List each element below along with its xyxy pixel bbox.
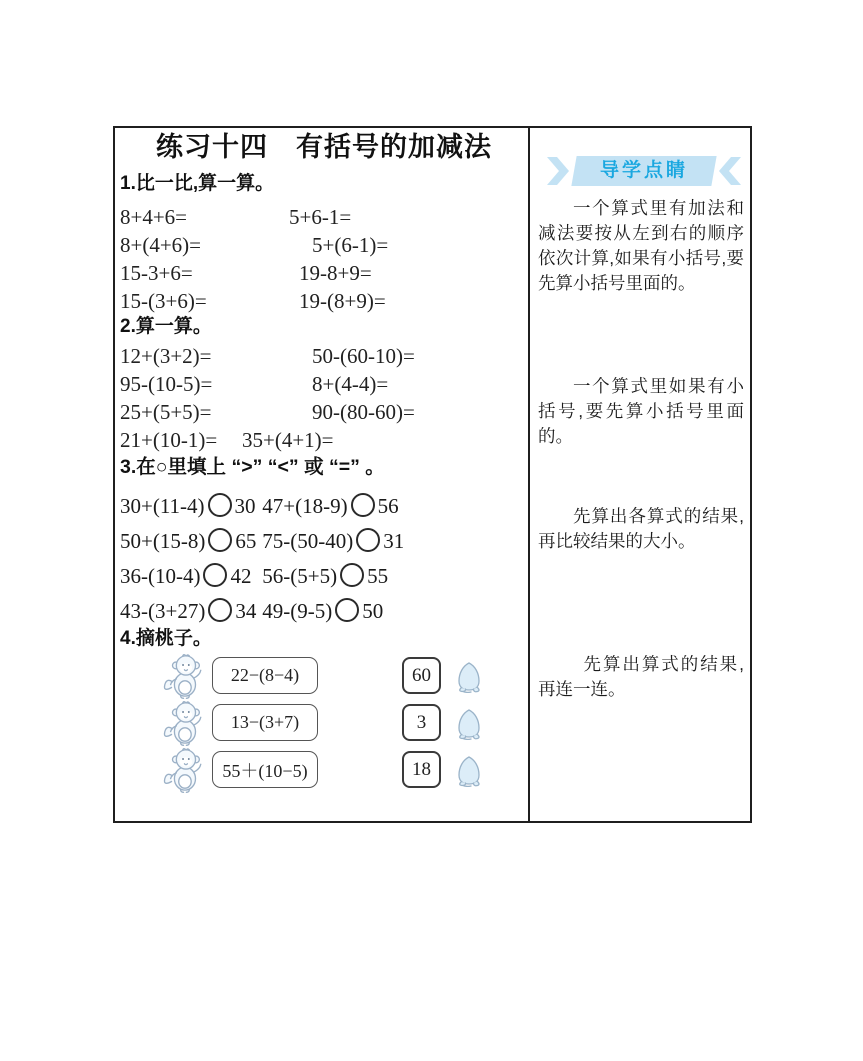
equation-row	[120, 259, 528, 287]
comparison-item	[262, 559, 388, 594]
guidance-paragraph: 一个算式里如果有小括号,要先算小括号里面的。	[538, 376, 744, 446]
worksheet-frame	[113, 126, 752, 823]
matching-row	[120, 652, 528, 699]
monkey-icon	[158, 700, 210, 746]
guidance-paragraph: 一个算式里有加法和减法要按从左到右的顺序依次计算,如果有小括号,要先算小括号里面的。	[538, 198, 744, 293]
expression-box: 55＋(10−5)	[212, 751, 318, 788]
guidance-paragraph: 先算出算式的结果,再连一连。	[538, 654, 744, 699]
equation-row	[120, 287, 528, 315]
banner-ribbon	[571, 156, 716, 186]
guidance-banner	[545, 156, 743, 186]
equation-row	[120, 426, 528, 454]
monkey-icon	[158, 653, 210, 699]
equation: 43-(3+27)	[120, 599, 206, 623]
answer-box: 3	[402, 704, 441, 741]
comparison-row	[120, 594, 528, 629]
answer-box: 18	[402, 751, 441, 788]
comparison-circle	[208, 528, 232, 552]
guidance-paragraph: 先算出各算式的结果,再比较结果的大小。	[538, 506, 744, 551]
comparison-circle	[203, 563, 227, 587]
number: 42	[230, 564, 252, 588]
expression-box: 13−(3+7)	[212, 704, 318, 741]
equation: 5+(6-1)=	[312, 233, 389, 257]
peach-icon	[454, 753, 484, 787]
number: 56	[377, 494, 399, 518]
equation: 50-(60-10)=	[312, 344, 415, 368]
comparison-circle	[335, 598, 359, 622]
equation: 36-(10-4)	[120, 564, 201, 588]
equation-row	[120, 203, 528, 231]
answer-box: 60	[402, 657, 441, 694]
equation: 15-3+6=	[120, 261, 193, 285]
number: 34	[235, 599, 257, 623]
peach-icon	[454, 659, 484, 693]
section2-label: 2.算一算。	[120, 316, 212, 337]
equation: 25+(5+5)=	[120, 400, 212, 424]
peach-icon	[454, 706, 484, 740]
comparison-item	[120, 594, 257, 629]
equation-row	[120, 370, 528, 398]
comparison-circle	[351, 493, 375, 517]
equation: 8+4+6=	[120, 205, 188, 229]
equation: 49-(9-5)	[262, 599, 333, 623]
number: 31	[383, 529, 405, 553]
equation-row	[120, 231, 528, 259]
comparison-item	[262, 489, 398, 524]
equation: 75-(50-40)	[262, 529, 354, 553]
number: 55	[367, 564, 389, 588]
equation: 21+(10-1)=	[120, 428, 218, 452]
equation: 19-8+9=	[299, 261, 372, 285]
equation: 5+6-1=	[289, 205, 352, 229]
section3-label: 3.在○里填上 “>” “<” 或 “=” 。	[120, 456, 385, 478]
section1-label: 1.比一比,算一算。	[120, 173, 275, 194]
comparison-circle	[356, 528, 380, 552]
equation: 15-(3+6)=	[120, 289, 207, 313]
comparison-circle	[208, 598, 232, 622]
exercise-column	[115, 128, 530, 821]
comparison-circle	[340, 563, 364, 587]
equation: 30+(11-4)	[120, 494, 205, 518]
expression-box: 22−(8−4)	[212, 657, 318, 694]
comparison-row	[120, 559, 528, 594]
section4-label: 4.摘桃子。	[120, 628, 212, 649]
equation-row	[120, 398, 528, 426]
matching-row	[120, 746, 528, 793]
comparison-row	[120, 524, 528, 559]
comparison-circle	[208, 493, 232, 517]
equation: 90-(80-60)=	[312, 400, 415, 424]
number: 50	[362, 599, 384, 623]
monkey-icon	[158, 747, 210, 793]
equation: 95-(10-5)=	[120, 372, 213, 396]
equation: 12+(3+2)=	[120, 344, 212, 368]
comparison-item	[120, 489, 257, 524]
comparison-item	[120, 524, 257, 559]
number: 30	[234, 494, 256, 518]
chevron-right-icon	[545, 156, 569, 186]
equation: 47+(18-9)	[262, 494, 348, 518]
guidance-column	[530, 128, 750, 821]
comparison-row	[120, 489, 528, 524]
equation-row	[120, 342, 528, 370]
comparison-item	[262, 594, 383, 629]
equation: 50+(15-8)	[120, 529, 206, 553]
comparison-item	[120, 559, 257, 594]
page-title: 练习十四 有括号的加减法	[156, 132, 492, 162]
banner-title: 导学点睛	[599, 160, 688, 181]
chevron-left-icon	[719, 156, 743, 186]
equation: 8+(4-4)=	[312, 372, 389, 396]
equation: 19-(8+9)=	[299, 289, 386, 313]
equation: 35+(4+1)=	[242, 428, 334, 452]
matching-row	[120, 699, 528, 746]
number: 65	[235, 529, 257, 553]
equation: 8+(4+6)=	[120, 233, 202, 257]
equation: 56-(5+5)	[262, 564, 338, 588]
comparison-item	[262, 524, 404, 559]
